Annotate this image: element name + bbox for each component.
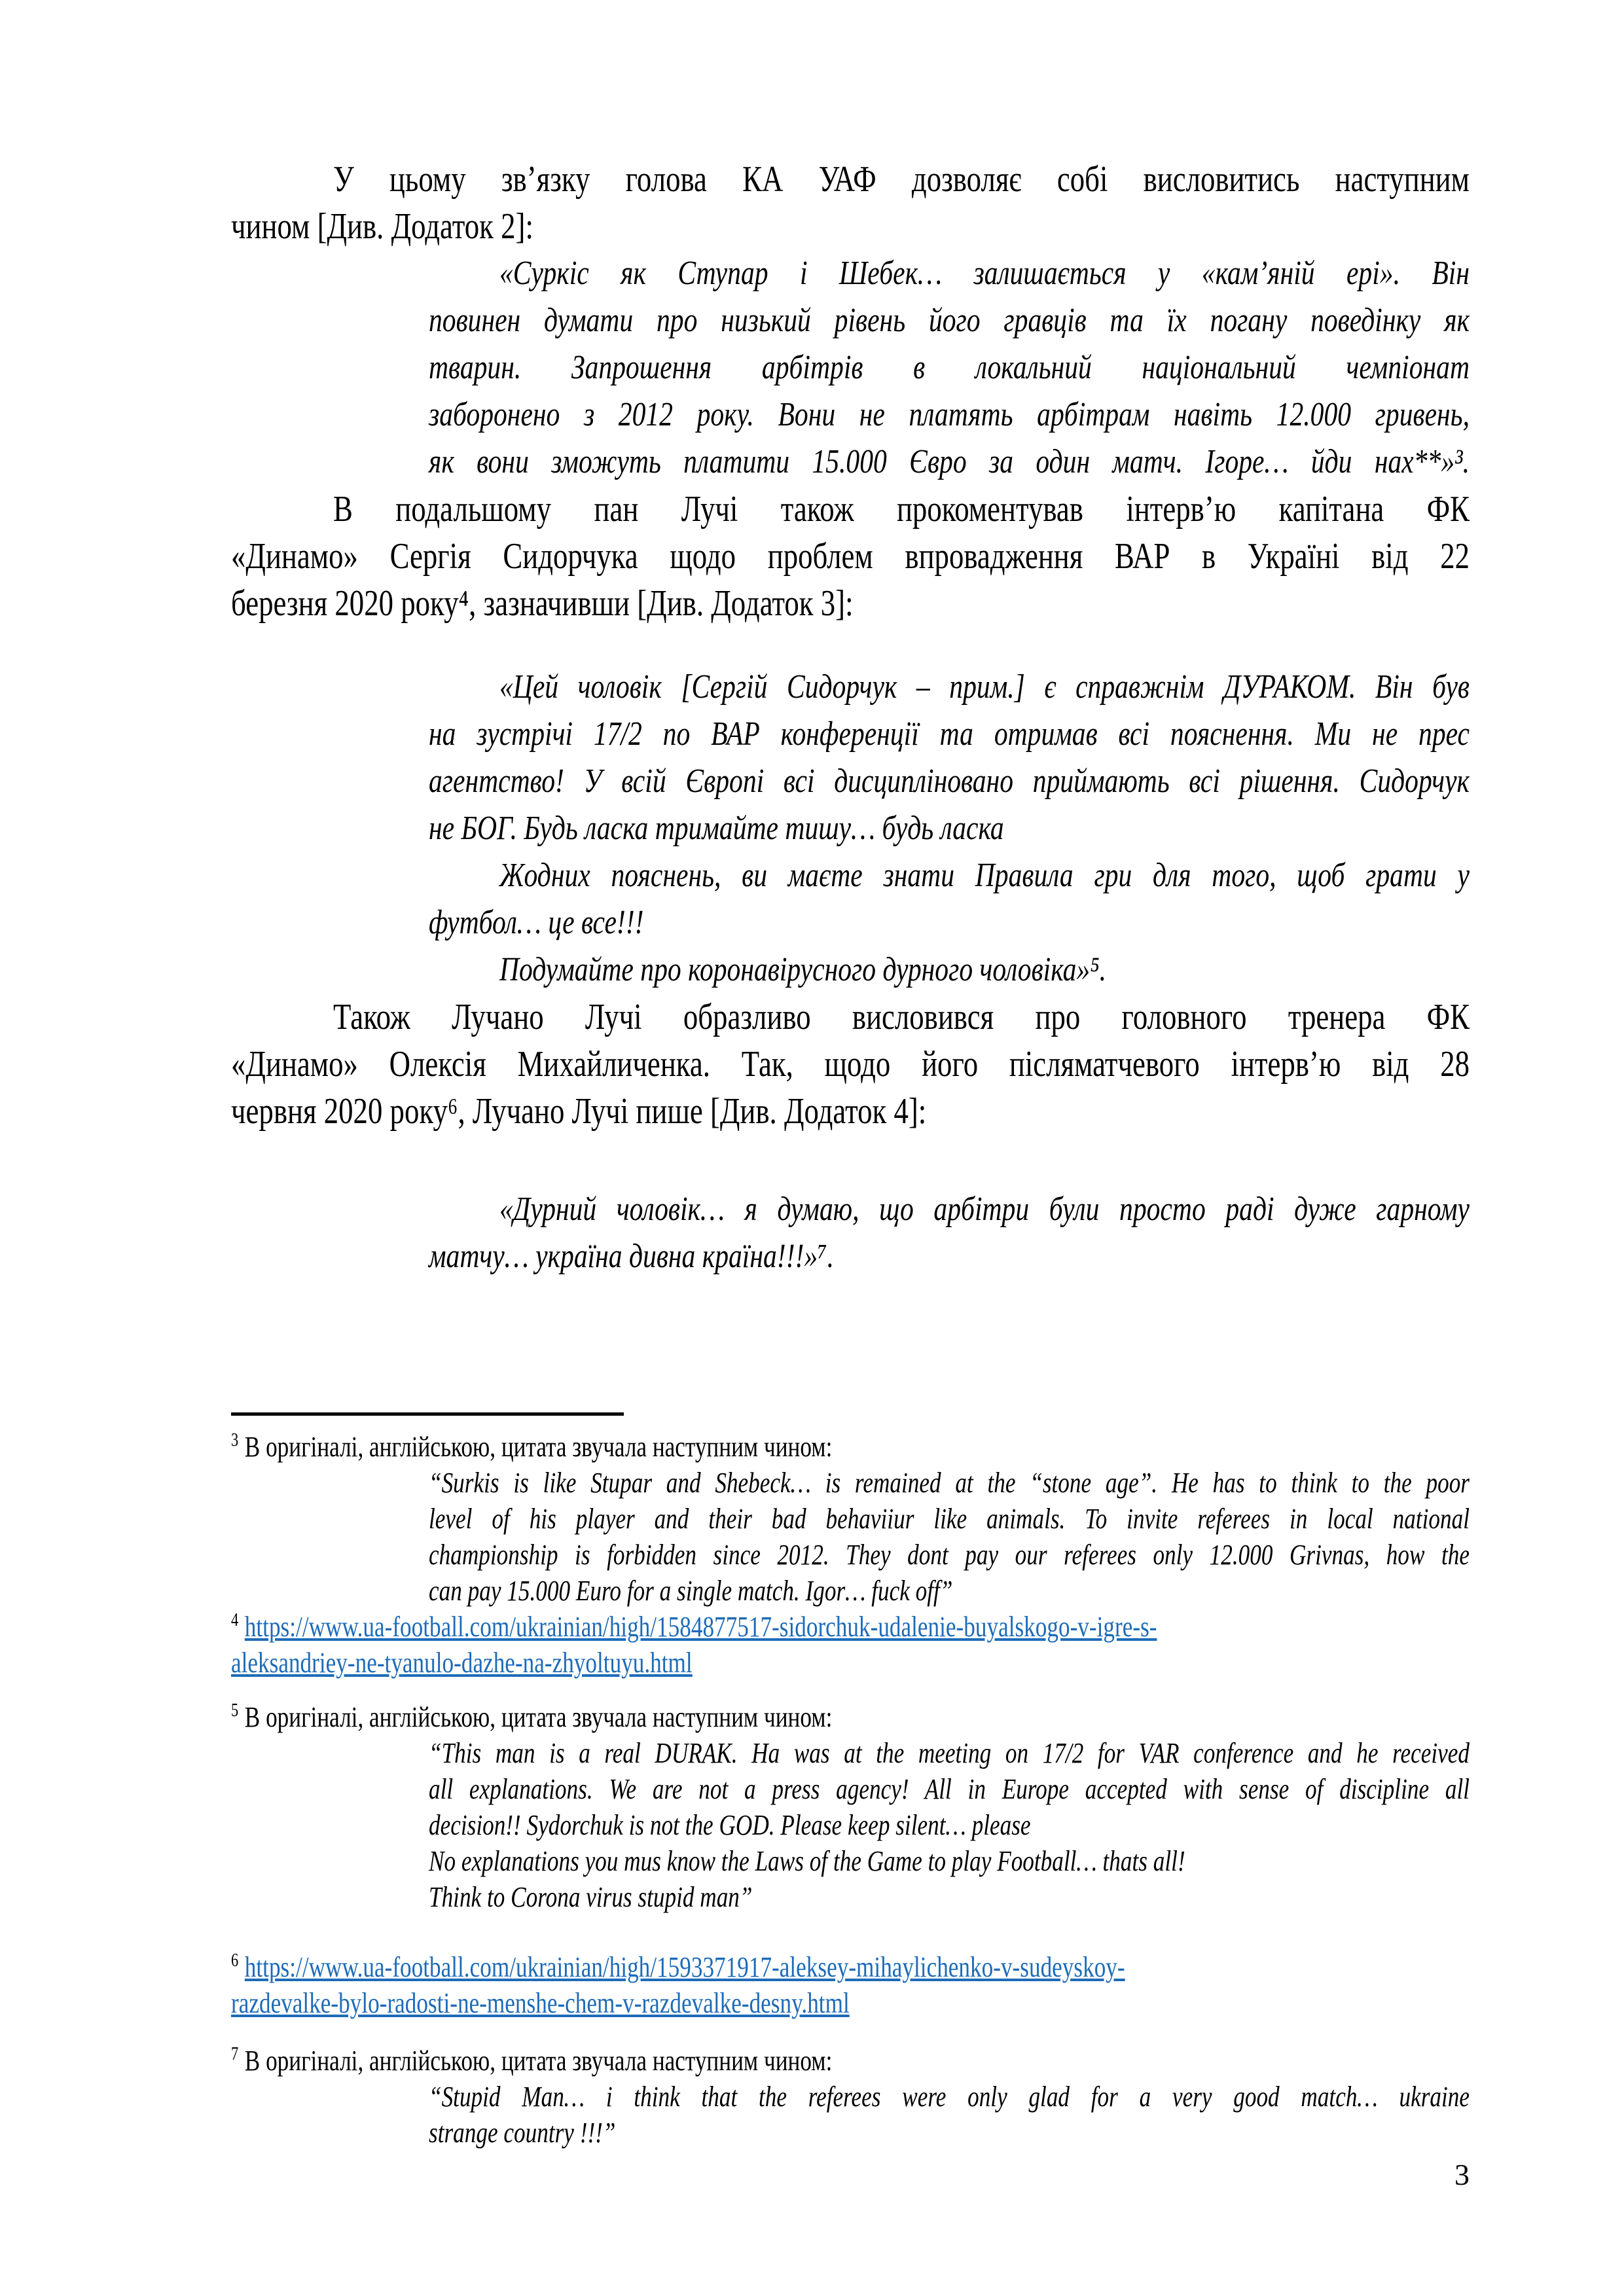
footnote-marker: 4	[231, 1610, 239, 1631]
footnote-quote-line: all explanations. We are not a press agency! All in Europe accepted with sense of discipline all	[429, 1773, 1470, 1805]
footnote-marker: 6	[231, 1950, 239, 1971]
quote-line: заборонено з 2012 року. Вони не платять арбітрам навіть 12.000 гривень,	[429, 396, 1470, 433]
quote-line: повинен думати про низький рівень його гравців та їх погану поведінку як	[429, 302, 1470, 339]
footnote-marker: 5	[231, 1700, 239, 1721]
footnote-line	[231, 1609, 1470, 1645]
footnote	[231, 1609, 1470, 1681]
quote-block	[429, 1186, 1470, 1280]
body-line: чином [Див. Додаток 2]:	[231, 206, 533, 247]
quote-line: на зустрічі 17/2 по ВАР конференції та отримав всі пояснення. Ми не прес	[429, 715, 1470, 753]
footnote-quote-line: level of his player and their bad behaviiur like animals. To invite referees in local national	[429, 1503, 1470, 1535]
page-body	[231, 156, 1470, 1280]
footnote-link[interactable]: aleksandriey-ne-tyanulo-dazhe-na-zhyoltuyu.html	[231, 1647, 693, 1679]
body-line: «Динамо» Сергія Сидорчука щодо проблем впровадження ВАР в Україні від 22	[231, 536, 1470, 577]
quote-line: не БОГ. Будь ласка тримайте тишу… будь ласка	[429, 810, 1004, 847]
footnote-quote-line: “Surkis is like Stupar and Shebeck… is remained at the “stone age”. He has to think to the poor	[429, 1467, 1470, 1499]
quote-line: Жодних пояснень, ви маєте знати Правила гри для того, щоб грати у	[499, 857, 1470, 894]
footnote-intro: В оригіналі, англійською, цитата звучала наступним чином:	[244, 1701, 833, 1733]
footnote-marker: 3	[231, 1430, 239, 1451]
quote-line: «Дурний чоловік… я думаю, що арбітри були просто раді дуже гарному	[499, 1191, 1470, 1228]
quote-block	[429, 250, 1470, 486]
paragraph	[231, 994, 1470, 1135]
footnote-intro: В оригіналі, англійською, цитата звучала наступним чином:	[244, 1431, 833, 1463]
paragraph	[231, 486, 1470, 627]
footnote-marker: 7	[231, 2044, 239, 2065]
quote-line: футбол… це все!!!	[429, 904, 644, 941]
quote-line: матчу… україна дивна країна!!!»⁷.	[429, 1238, 835, 1275]
footnote-line	[231, 1985, 1470, 2021]
body-line: У цьому зв’язку голова КА УАФ дозволяє собі висловитись наступним	[333, 159, 1470, 200]
footnote-quote-line: can pay 15.000 Euro for a single match. Igor… fuck off”	[429, 1575, 953, 1607]
footnote-quote-line: No explanations you mus know the Laws of the Game to play Football… thats all!	[429, 1845, 1185, 1877]
page-number: 3	[1454, 2158, 1470, 2191]
footnote-line	[231, 1645, 1470, 1681]
footnote-quote-line: Think to Corona virus stupid man”	[429, 1881, 753, 1913]
footnote	[231, 1949, 1470, 2021]
footnote	[231, 1699, 1470, 1915]
footnote-quote-line: “This man is a real DURAK. Ha was at the meeting on 17/2 for VAR conference and he received	[429, 1737, 1470, 1769]
footnote-quote-line: championship is forbidden since 2012. They dont pay our referees only 12.000 Grivnas, how the	[429, 1539, 1470, 1571]
footnote-quote-line: decision!! Sydorchuk is not the GOD. Please keep silent… please	[429, 1809, 1031, 1841]
footnote	[231, 2043, 1470, 2151]
quote-line: як вони зможуть платити 15.000 Євро за один матч. Ігоре… йди нах**»³.	[429, 443, 1470, 480]
footnote-line	[231, 1699, 1470, 1735]
footnote-line	[231, 2043, 1470, 2079]
footnote-line	[231, 1949, 1470, 1985]
body-line: червня 2020 року⁶, Лучано Лучі пише [Див. Додаток 4]:	[231, 1091, 927, 1132]
footnote-link[interactable]: https://www.ua-football.com/ukrainian/high/1593371917-aleksey-mihaylichenko-v-sudeyskoy-	[244, 1951, 1125, 1983]
body-line: «Динамо» Олексія Михайличенка. Так, щодо його післяматчевого інтерв’ю від 28	[231, 1044, 1470, 1085]
quote-line: «Цей чоловік [Сергій Сидорчук – прим.] є справжнім ДУРАКОМ. Він був	[499, 668, 1470, 706]
body-line: Також Лучано Лучі образливо висловився про головного тренера ФК	[333, 997, 1470, 1037]
footnote-quote	[429, 1735, 1470, 1915]
quote-line: агентство! У всій Європі всі дисципліновано приймають всі рішення. Сидорчук	[429, 762, 1470, 800]
footnote-separator	[231, 1412, 624, 1416]
quote-line: Подумайте про коронавірусного дурного чоловіка»⁵.	[499, 951, 1107, 988]
quote-line: тварин. Запрошення арбітрів в локальний національний чемпіонат	[429, 349, 1470, 386]
body-line: березня 2020 року⁴, зазначивши [Див. Додаток 3]:	[231, 583, 854, 624]
body-line: В подальшому пан Лучі також прокоментував інтерв’ю капітана ФК	[333, 489, 1470, 529]
footnote	[231, 1429, 1470, 1609]
footnote-line	[231, 1429, 1470, 1465]
quote-line: «Суркіс як Ступар і Шебек… залишається у «кам’яній ері». Він	[499, 255, 1470, 292]
footnote-quote	[429, 1465, 1470, 1609]
footnote-intro: В оригіналі, англійською, цитата звучала наступним чином:	[244, 2045, 833, 2077]
footnote-quote-line: “Stupid Man… i think that the referees were only glad for a very good match… ukraine	[429, 2081, 1470, 2113]
footnote-quote-line: strange country !!!”	[429, 2117, 616, 2149]
paragraph	[231, 156, 1470, 250]
footnote-quote	[429, 2079, 1470, 2151]
quote-block	[429, 664, 1470, 994]
footnote-area	[231, 1412, 1470, 2151]
footnote-link[interactable]: https://www.ua-football.com/ukrainian/high/1584877517-sidorchuk-udalenie-buyalskogo-v-igre-s-	[244, 1611, 1157, 1643]
footnote-link[interactable]: razdevalke-bylo-radosti-ne-menshe-chem-v-razdevalke-desny.html	[231, 1987, 850, 2019]
